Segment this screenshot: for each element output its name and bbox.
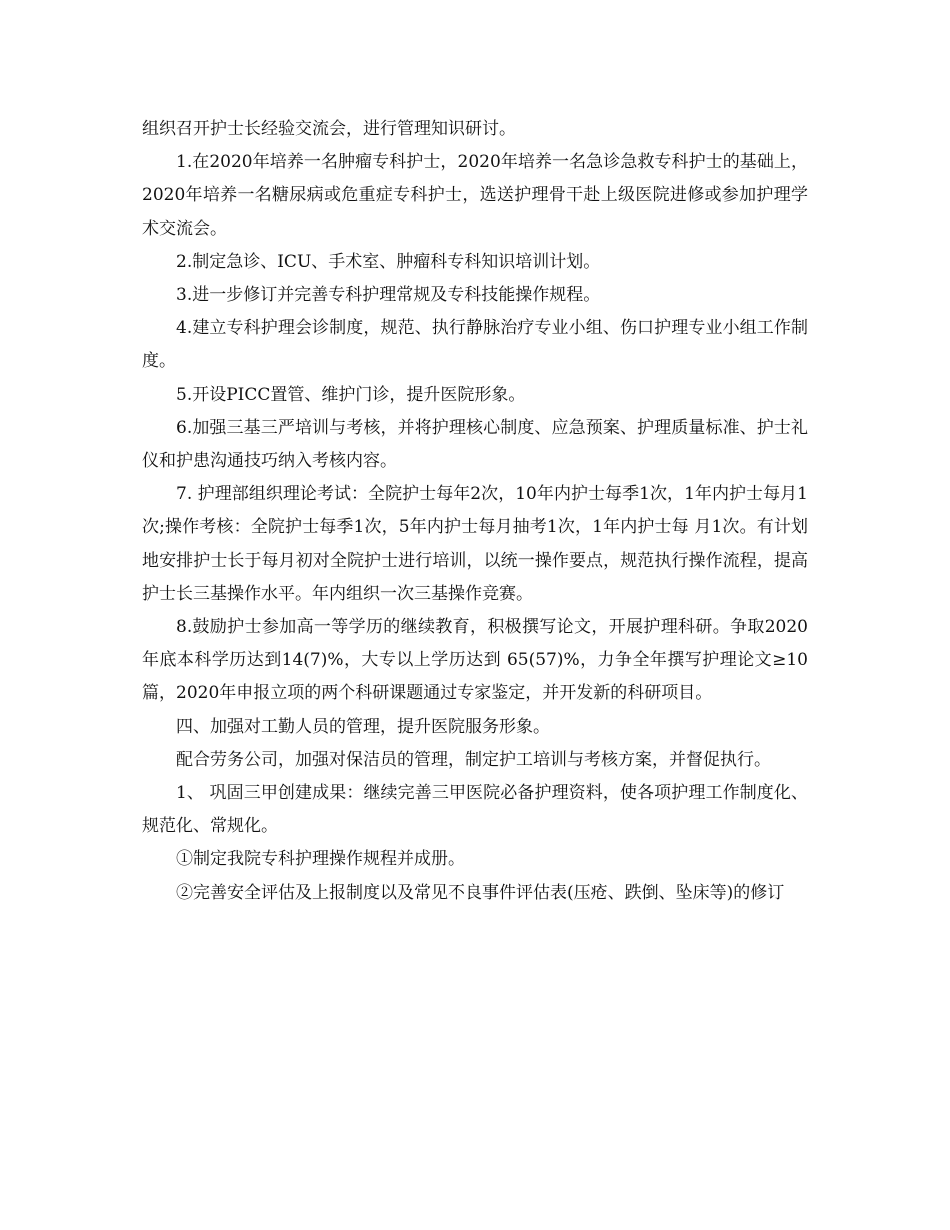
paragraph-2: 1.在2020年培养一名肿瘤专科护士，2020年培养一名急诊急救专科护士的基础上，2020年培养一名糖尿病或危重症专科护士，选送护理骨干赴上级医院进修或参加护理学术交流会。	[142, 152, 808, 239]
paragraph-4: 3.进一步修订并完善专科护理常规及专科技能操作规程。	[176, 285, 601, 306]
paragraph-9: 8.鼓励护士参加高一等学历的继续教育，积极撰写论文，开展护理科研。争取2020年底本科学历达到14(7)%，大专以上学历达到 65(57)%，力争全年撰写护理论文≥10篇，2020年申报立项的两个科研课题通过专家鉴定，并开发新的科研项目。	[142, 617, 808, 704]
paragraph-3: 2.制定急诊、ICU、手术室、肿瘤科专科知识培训计划。	[176, 251, 601, 272]
paragraph-8: 7. 护理部组织理论考试：全院护士每年2次，10年内护士每季1次，1年内护士每月1次;操作考核：全院护士每季1次，5年内护士每月抽考1次，1年内护士每 月1次。有计划地安排护士长于每月初对全院护士进行培训，以统一操作要点，规范执行操作流程，提高护士长三基操作水平。年内组织一次三基操作竞赛。	[142, 484, 808, 604]
paragraph-5: 4.建立专科护理会诊制度，规范、执行静脉治疗专业小组、伤口护理专业小组工作制度。	[142, 318, 808, 372]
paragraph-13: ①制定我院专科护理操作规程并成册。	[176, 849, 465, 870]
paragraph-7: 6.加强三基三严培训与考核，并将护理核心制度、应急预案、护理质量标准、护士礼仪和护患沟通技巧纳入考核内容。	[142, 417, 808, 472]
paragraph-14: ②完善安全评估及上报制度以及常见不良事件评估表(压疮、跌倒、坠床等)的修订	[176, 882, 785, 903]
paragraph-1: 组织召开护士长经验交流会，进行管理知识研讨。	[142, 119, 516, 139]
paragraph-10: 四、加强对工勤人员的管理，提升医院服务形象。	[176, 716, 550, 737]
paragraph-12: 1、 巩固三甲创建成果：继续完善三甲医院必备护理资料，使各项护理工作制度化、规范化、常规化。	[142, 783, 808, 837]
paragraph-11: 配合劳务公司，加强对保洁员的管理，制定护工培训与考核方案，并督促执行。	[176, 749, 771, 770]
paragraph-6: 5.开设PICC置管、维护门诊，提升医院形象。	[176, 384, 526, 405]
document-page	[142, 113, 808, 910]
